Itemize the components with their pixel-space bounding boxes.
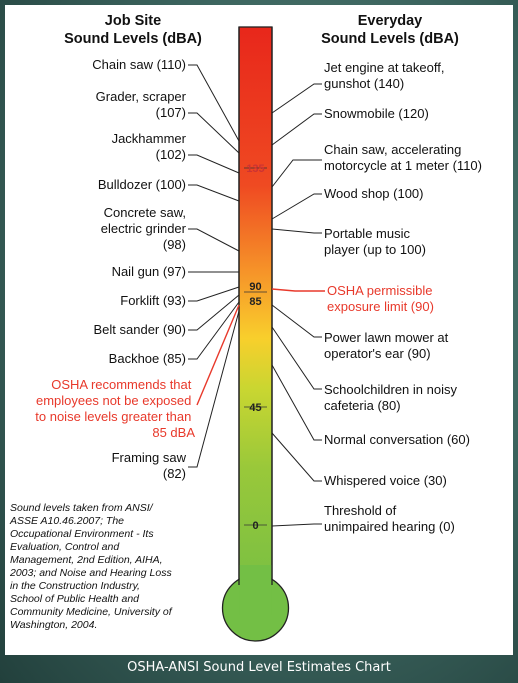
- right-label-wood-shop: Wood shop (100): [324, 186, 424, 201]
- left-label-forklift: Forklift (93): [120, 293, 186, 308]
- right-header-line-2: Sound Levels (dBA): [321, 31, 459, 47]
- scale-tick-90: 90: [249, 281, 262, 293]
- source-note: Sound levels taken from ANSI/ ASSE A10.46.2007; The Occupational Environment - Its Evaluation, Control and Management, 2nd Edition, AIHA, 2003; and Noise and Hearing Loss in the Construction Industry, School of Public Health and Community Medicine, University of Washington, 2004.: [10, 502, 172, 631]
- left-label-grader: Grader, scraper (107): [95, 89, 186, 120]
- thermometer-chart: [5, 5, 513, 655]
- left-label-belt-sander: Belt sander (90): [93, 322, 186, 337]
- tube-bulb-join: [240, 565, 272, 615]
- left-label-concrete-saw: Concrete saw, electric grinder (98): [100, 205, 186, 252]
- left-label-framing-saw: Framing saw (82): [111, 450, 186, 481]
- osha-recommendation-text: OSHA recommends that employees not be exposed to noise levels greater than 85 dBA: [35, 377, 195, 440]
- left-header-line-2: Sound Levels (dBA): [64, 31, 202, 47]
- thermometer-tube: [239, 27, 272, 593]
- scale-tick-135: 135: [246, 163, 265, 175]
- left-label-jackhammer: Jackhammer (102): [111, 131, 186, 162]
- left-label-chain-saw: Chain saw (110): [92, 57, 186, 72]
- left-header: [64, 13, 202, 47]
- right-label-normal-conversation: Normal conversation (60): [324, 432, 470, 447]
- right-label-snowmobile: Snowmobile (120): [324, 106, 429, 121]
- scale-tick-45: 45: [249, 402, 262, 414]
- left-label-nail-gun: Nail gun (97): [111, 264, 186, 279]
- osha-limit-text: OSHA permissible exposure limit (90): [327, 283, 434, 314]
- right-label-lawn-mower: Power lawn mower at operator's ear (90): [324, 330, 449, 361]
- left-header-line-1: Job Site: [104, 13, 162, 29]
- right-label-portable-music: Portable music player (up to 100): [324, 226, 426, 257]
- chart-panel: [5, 5, 513, 655]
- osha-limit: [272, 283, 436, 314]
- right-label-chain-saw-motorcycle: Chain saw, accelerating motorcycle at 1 meter (110): [324, 142, 482, 173]
- left-label-bulldozer: Bulldozer (100): [97, 177, 186, 192]
- right-label-jet-engine: Jet engine at takeoff, gunshot (140): [324, 60, 445, 91]
- right-label-schoolchildren: Schoolchildren in noisy cafeteria (80): [324, 382, 457, 413]
- scale-tick-85: 85: [249, 296, 262, 308]
- right-label-hearing-threshold: Threshold of unimpaired hearing (0): [324, 503, 455, 534]
- right-header: [321, 13, 459, 47]
- right-header-line-1: Everyday: [357, 13, 423, 29]
- left-label-backhoe: Backhoe (85): [108, 351, 186, 366]
- scale-tick-0: 0: [252, 520, 259, 532]
- image-caption: OSHA-ANSI Sound Level Estimates Chart: [127, 660, 391, 675]
- right-label-whispered-voice: Whispered voice (30): [324, 473, 447, 488]
